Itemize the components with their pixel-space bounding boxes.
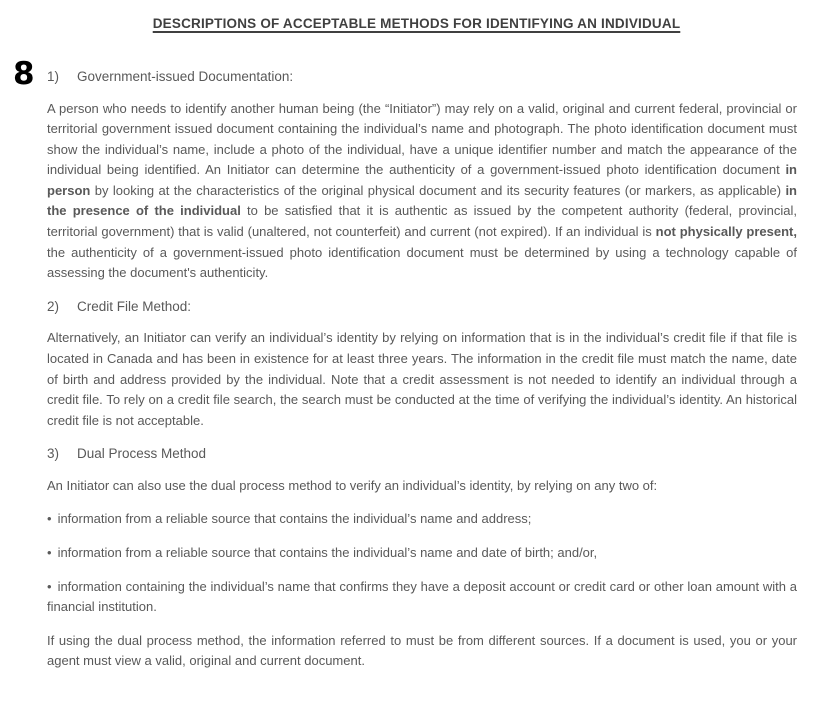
bullet-item-1-text: information from a reliable source that contains the individual’s name and address; [57, 511, 532, 527]
section-1-heading-text: Government-issued Documentation: [77, 69, 294, 84]
bullet-item-3-text: information containing the individual’s name that confirms they have a deposit account or credit card or other loan amount with a financial institution. [47, 578, 797, 615]
section-3-heading [47, 444, 797, 465]
section-3-number: 3) [47, 446, 60, 462]
title-row [0, 0, 833, 33]
section-3-intro-paragraph: An Initiator can also use the dual process method to verify an individual’s identity, by relying on any two of: [47, 477, 658, 493]
bullet-icon: • [47, 545, 52, 560]
bullet-item-3 [47, 577, 797, 618]
closing-paragraph: If using the dual process method, the information referred to must be from different sources. If a document is used, you or your agent must view a valid, original and current document. [47, 632, 797, 669]
section-1-number: 1) [47, 69, 60, 84]
bullet-item-2-text: information from a reliable source that contains the individual’s name and date of birth; and/or, [57, 545, 598, 560]
bullet-icon: • [47, 511, 52, 527]
bullet-item-2 [47, 543, 797, 564]
section-2-paragraph: Alternatively, an Initiator can verify an individual’s identity by relying on information that is in the individual’s credit file if that file is located in Canada and has been in existence for at least three years. The information in the credit file must match the name, date of birth and address provided by the individual. Note that a credit assessment is not needed to identify an individual through a credit file. To rely on a credit file search, the search must be conducted at the time of verifying the individual’s identity. An historical credit file is not acceptable. [47, 330, 797, 428]
bullet-item-1 [47, 509, 797, 530]
section-2-number: 2) [47, 298, 60, 314]
margin-page-number: 8 [13, 56, 35, 92]
section-1-heading [47, 67, 797, 88]
document-body [47, 67, 797, 672]
section-2-heading-text: Credit File Method: [77, 298, 192, 314]
section-2-heading [47, 297, 797, 318]
bullet-icon: • [47, 578, 52, 594]
page-title: DESCRIPTIONS OF ACCEPTABLE METHODS FOR IDENTIFYING AN INDIVIDUAL [152, 16, 681, 31]
section-1-paragraph: A person who needs to identify another human being (the “Initiator”) may rely on a valid, original and current federal, provincial or territorial government issued document containing the individual’s name and photograph. The photo identification document must show the individual’s name, include a photo of the individual, have a unique identifier number and match the appearance of the individual being identified. An Initiator can determine the authenticity of a government-issued photo identification document in person by looking at the characteristics of the original physical document and its security features (or markers, as applicable) in the presence of the individual to be satisfied that it is authentic as issued by the competent authority (federal, provincial, territorial government) that is valid (unaltered, not counterfeit) and current (not expired). If an individual is not physically present, the authenticity of a government-issued photo identification document must be determined by using a technology capable of assessing the document's authenticity. [47, 100, 797, 281]
section-3-heading-text: Dual Process Method [77, 446, 207, 462]
